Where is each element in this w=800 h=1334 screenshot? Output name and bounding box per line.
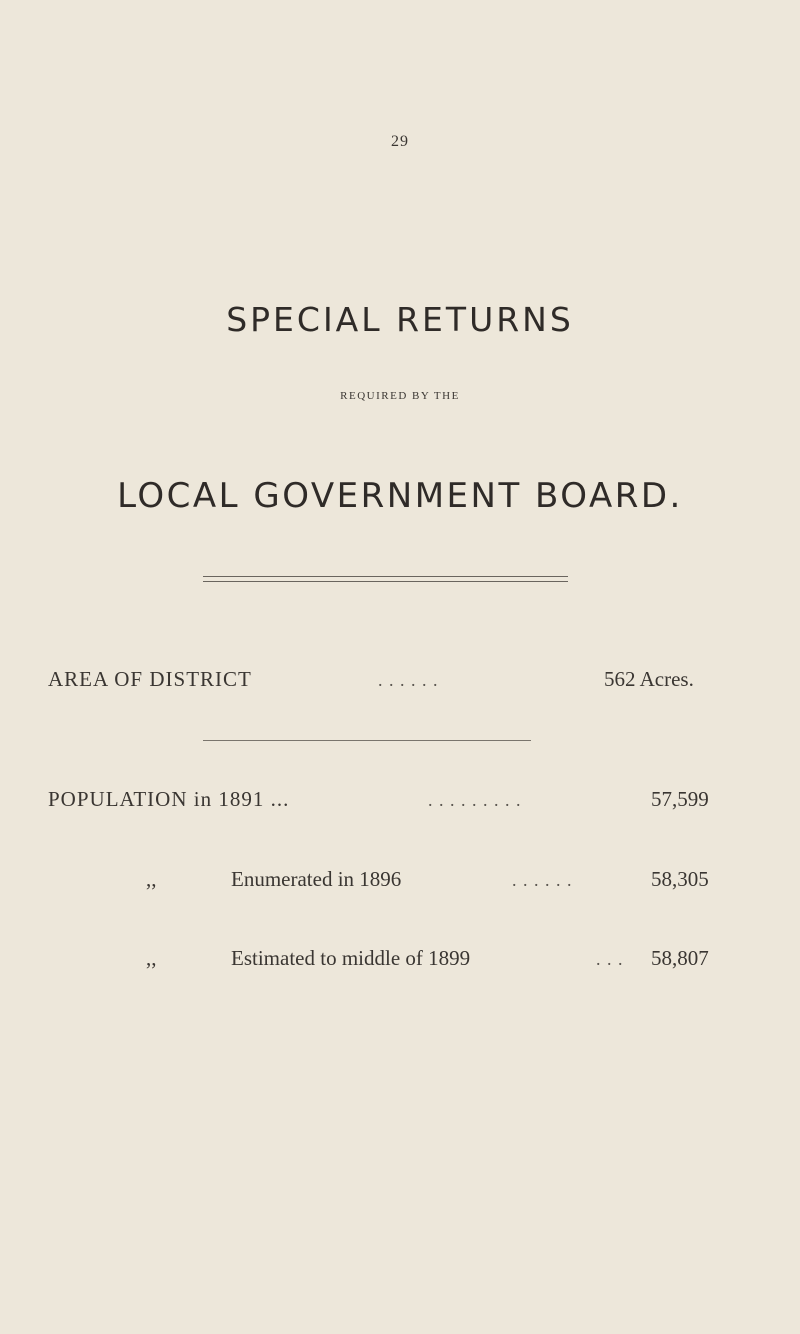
enumerated-1896-leader-dots: . . . . . .	[512, 870, 573, 890]
ditto-mark-1899: ,,	[146, 946, 157, 970]
estimated-1899-label: Estimated to middle of 1899	[231, 946, 471, 970]
page-title: SPECIAL RETURNS	[226, 300, 574, 339]
double-rule-divider	[203, 576, 568, 582]
population-1891-label: POPULATION in 1891 ...	[48, 787, 290, 811]
population-1891-value: 57,599	[651, 787, 709, 811]
page-number: 29	[391, 133, 409, 150]
enumerated-1896-label: Enumerated in 1896	[231, 867, 402, 891]
population-1891-leader-dots: . . . . . . . . .	[428, 790, 522, 810]
area-leader-dots: . . . . . .	[378, 670, 439, 690]
ditto-mark-1896: ,,	[146, 867, 157, 891]
page-subtitle: REQUIRED BY THE	[340, 390, 460, 402]
enumerated-1896-value: 58,305	[651, 867, 709, 891]
estimated-1899-leader-dots: . . .	[596, 949, 624, 969]
single-rule-divider	[203, 740, 531, 741]
area-value: 562 Acres.	[604, 667, 694, 691]
estimated-1899-value: 58,807	[651, 946, 709, 970]
board-heading: LOCAL GOVERNMENT BOARD.	[117, 476, 683, 516]
area-label: AREA OF DISTRICT	[48, 667, 252, 691]
